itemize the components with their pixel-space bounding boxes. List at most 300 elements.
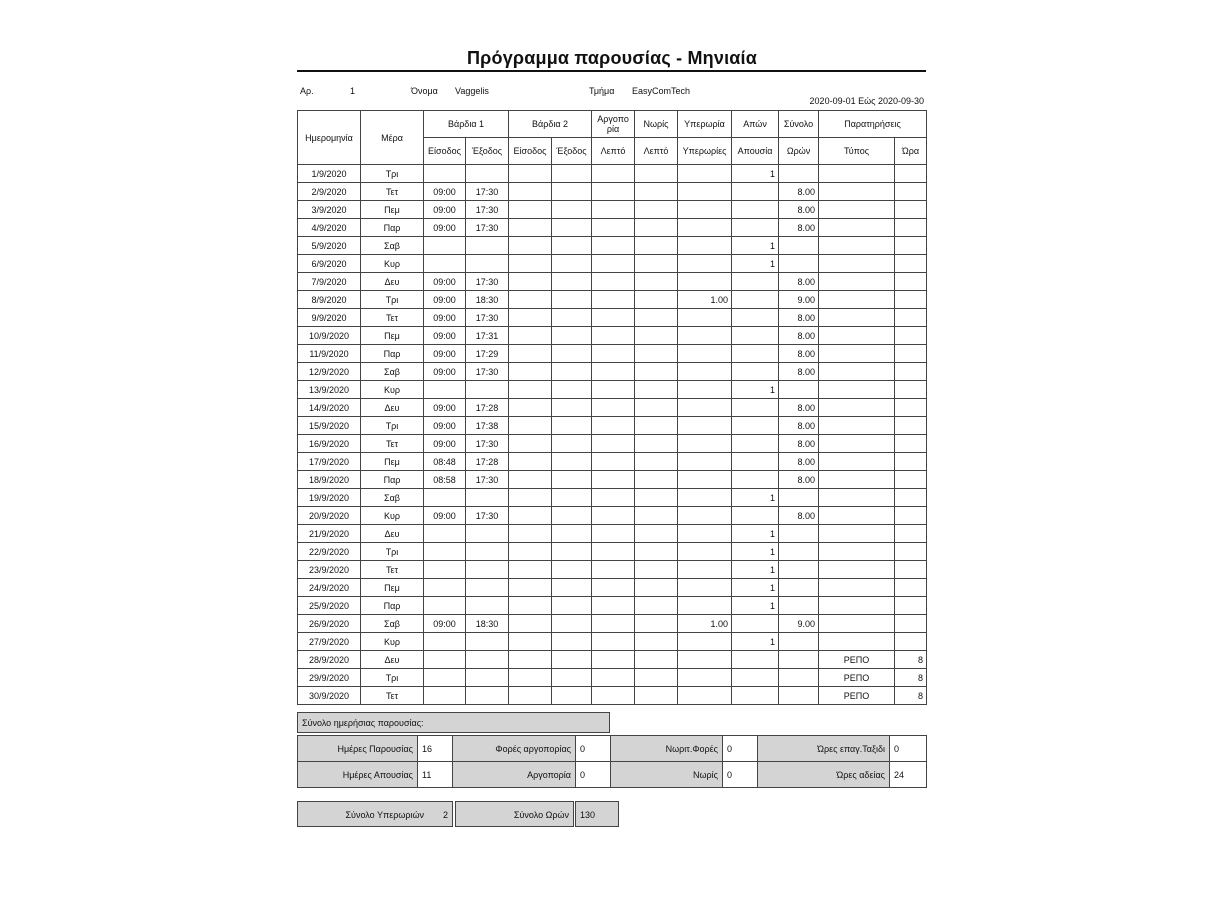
- cell-day: Κυρ: [361, 381, 424, 399]
- cell-out2: [552, 183, 592, 201]
- cell-out2: [552, 327, 592, 345]
- cell-date: 15/9/2020: [298, 417, 361, 435]
- cell-late: [592, 327, 635, 345]
- table-row: [298, 219, 927, 237]
- leave-hours-value: 24: [890, 762, 927, 788]
- cell-total: 8.00: [779, 417, 819, 435]
- cell-in1: [424, 651, 466, 669]
- cell-date: 6/9/2020: [298, 255, 361, 273]
- cell-in1: 09:00: [424, 345, 466, 363]
- cell-early: [635, 615, 678, 633]
- cell-out1: [466, 525, 509, 543]
- cell-late: [592, 309, 635, 327]
- cell-out1: 17:30: [466, 183, 509, 201]
- cell-type: [819, 561, 895, 579]
- cell-total: 8.00: [779, 435, 819, 453]
- cell-day: Σαβ: [361, 615, 424, 633]
- col-total: Σύνολο: [779, 111, 819, 138]
- total-overtime-value: 2: [442, 810, 448, 820]
- col-absence: Απών: [732, 111, 779, 138]
- cell-out1: [466, 381, 509, 399]
- cell-out1: [466, 489, 509, 507]
- cell-ot: [678, 237, 732, 255]
- cell-out2: [552, 507, 592, 525]
- cell-late: [592, 201, 635, 219]
- cell-type: [819, 273, 895, 291]
- cell-in2: [509, 669, 552, 687]
- absence-days-value: 11: [418, 762, 453, 788]
- cell-out1: [466, 255, 509, 273]
- cell-in2: [509, 507, 552, 525]
- cell-out1: 17:29: [466, 345, 509, 363]
- cell-hour: [895, 489, 927, 507]
- cell-type: [819, 597, 895, 615]
- cell-total: [779, 633, 819, 651]
- cell-abs: [732, 291, 779, 309]
- cell-day: Παρ: [361, 597, 424, 615]
- cell-in2: [509, 633, 552, 651]
- cell-in2: [509, 651, 552, 669]
- cell-type: [819, 255, 895, 273]
- cell-hour: [895, 309, 927, 327]
- table-row: [298, 669, 927, 687]
- cell-date: 12/9/2020: [298, 363, 361, 381]
- cell-early: [635, 687, 678, 705]
- name-label: Όνομα: [411, 86, 438, 96]
- cell-out2: [552, 669, 592, 687]
- cell-out2: [552, 579, 592, 597]
- table-row: [298, 507, 927, 525]
- cell-day: Δευ: [361, 525, 424, 543]
- cell-in1: [424, 597, 466, 615]
- table-row: [298, 327, 927, 345]
- cell-late: [592, 219, 635, 237]
- cell-in1: 09:00: [424, 309, 466, 327]
- cell-in1: 09:00: [424, 507, 466, 525]
- cell-in2: [509, 435, 552, 453]
- cell-ot: [678, 669, 732, 687]
- cell-date: 13/9/2020: [298, 381, 361, 399]
- cell-out1: 18:30: [466, 615, 509, 633]
- cell-day: Τετ: [361, 687, 424, 705]
- cell-in2: [509, 309, 552, 327]
- cell-day: Τρι: [361, 291, 424, 309]
- summary-heading: Σύνολο ημερήσιας παρουσίας:: [297, 712, 610, 733]
- cell-ot: [678, 561, 732, 579]
- table-row: [298, 273, 927, 291]
- cell-out2: [552, 687, 592, 705]
- early-value: 0: [723, 762, 758, 788]
- cell-date: 24/9/2020: [298, 579, 361, 597]
- cell-late: [592, 633, 635, 651]
- cell-day: Κυρ: [361, 633, 424, 651]
- cell-date: 22/9/2020: [298, 543, 361, 561]
- cell-day: Παρ: [361, 471, 424, 489]
- cell-ot: [678, 345, 732, 363]
- cell-in1: [424, 489, 466, 507]
- total-hours-label: Σύνολο Ωρών: [513, 810, 569, 820]
- cell-early: [635, 381, 678, 399]
- presence-days-value: 16: [418, 736, 453, 762]
- col-shift2: Βάρδια 2: [509, 111, 592, 138]
- cell-date: 1/9/2020: [298, 165, 361, 183]
- cell-late: [592, 597, 635, 615]
- col-hours: Ωρών: [779, 138, 819, 165]
- cell-early: [635, 237, 678, 255]
- cell-hour: [895, 219, 927, 237]
- col-type: Τύπος: [819, 138, 895, 165]
- cell-out1: 17:30: [466, 273, 509, 291]
- cell-in2: [509, 165, 552, 183]
- cell-ot: [678, 183, 732, 201]
- cell-total: [779, 525, 819, 543]
- cell-early: [635, 471, 678, 489]
- cell-date: 5/9/2020: [298, 237, 361, 255]
- cell-ot: [678, 309, 732, 327]
- cell-day: Τρι: [361, 669, 424, 687]
- cell-in2: [509, 543, 552, 561]
- cell-out1: 17:30: [466, 219, 509, 237]
- cell-early: [635, 273, 678, 291]
- table-row: [298, 255, 927, 273]
- cell-hour: [895, 615, 927, 633]
- cell-total: [779, 237, 819, 255]
- cell-hour: 8: [895, 651, 927, 669]
- total-overtime-box: [297, 801, 453, 827]
- cell-late: [592, 345, 635, 363]
- cell-in2: [509, 255, 552, 273]
- cell-type: [819, 165, 895, 183]
- cell-early: [635, 597, 678, 615]
- early-label: Νωρίς: [611, 762, 723, 788]
- attendance-table: [297, 110, 927, 705]
- cell-out1: [466, 687, 509, 705]
- cell-total: [779, 489, 819, 507]
- late-count-value: 0: [576, 736, 611, 762]
- cell-in2: [509, 399, 552, 417]
- cell-day: Τρι: [361, 543, 424, 561]
- cell-early: [635, 327, 678, 345]
- cell-early: [635, 561, 678, 579]
- cell-ot: [678, 417, 732, 435]
- ar-label: Αρ.: [300, 86, 314, 96]
- cell-abs: [732, 183, 779, 201]
- cell-out2: [552, 543, 592, 561]
- cell-in1: 08:48: [424, 453, 466, 471]
- cell-out2: [552, 651, 592, 669]
- cell-total: 8.00: [779, 363, 819, 381]
- table-row: [298, 183, 927, 201]
- cell-out1: 17:30: [466, 507, 509, 525]
- cell-abs: [732, 273, 779, 291]
- cell-date: 19/9/2020: [298, 489, 361, 507]
- table-row: [298, 435, 927, 453]
- cell-ot: [678, 453, 732, 471]
- date-range: 2020-09-01 Εώς 2020-09-30: [809, 96, 924, 106]
- col-day: Μέρα: [361, 111, 424, 165]
- cell-out2: [552, 237, 592, 255]
- cell-type: [819, 381, 895, 399]
- cell-in2: [509, 219, 552, 237]
- cell-in1: 09:00: [424, 291, 466, 309]
- cell-out2: [552, 165, 592, 183]
- cell-day: Τετ: [361, 309, 424, 327]
- cell-type: [819, 633, 895, 651]
- travel-hours-label: Ώρες επαγ.Ταξιδι: [758, 736, 890, 762]
- cell-ot: [678, 399, 732, 417]
- cell-date: 2/9/2020: [298, 183, 361, 201]
- cell-ot: [678, 273, 732, 291]
- cell-out1: 17:30: [466, 435, 509, 453]
- cell-total: 9.00: [779, 615, 819, 633]
- cell-out2: [552, 273, 592, 291]
- table-row: [298, 525, 927, 543]
- cell-out1: 17:30: [466, 363, 509, 381]
- cell-late: [592, 489, 635, 507]
- cell-day: Κυρ: [361, 255, 424, 273]
- cell-type: ΡΕΠΟ: [819, 651, 895, 669]
- cell-abs: [732, 345, 779, 363]
- cell-abs: [732, 507, 779, 525]
- cell-day: Δευ: [361, 651, 424, 669]
- cell-ot: [678, 579, 732, 597]
- absence-days-label: Ημέρες Απουσίας: [298, 762, 418, 788]
- cell-late: [592, 165, 635, 183]
- cell-late: [592, 561, 635, 579]
- cell-in2: [509, 579, 552, 597]
- table-row: [298, 651, 927, 669]
- cell-date: 11/9/2020: [298, 345, 361, 363]
- cell-early: [635, 507, 678, 525]
- table-row: [298, 309, 927, 327]
- cell-abs: 1: [732, 237, 779, 255]
- cell-in1: [424, 669, 466, 687]
- ar-value: 1: [350, 86, 356, 96]
- cell-ot: [678, 381, 732, 399]
- cell-abs: 1: [732, 381, 779, 399]
- cell-hour: [895, 291, 927, 309]
- table-row: [298, 381, 927, 399]
- cell-late: [592, 363, 635, 381]
- cell-in2: [509, 183, 552, 201]
- page-title: Πρόγραμμα παρουσίας - Μηνιαία: [466, 48, 758, 68]
- cell-ot: [678, 489, 732, 507]
- cell-day: Σαβ: [361, 489, 424, 507]
- cell-day: Τρι: [361, 165, 424, 183]
- cell-late: [592, 525, 635, 543]
- cell-abs: [732, 417, 779, 435]
- cell-out1: [466, 579, 509, 597]
- cell-early: [635, 183, 678, 201]
- cell-ot: [678, 651, 732, 669]
- cell-abs: [732, 435, 779, 453]
- cell-out2: [552, 597, 592, 615]
- cell-ot: [678, 525, 732, 543]
- dept-value: EasyComTech: [632, 86, 691, 96]
- late-count-label: Φορές αργοπορίας: [453, 736, 576, 762]
- cell-out1: [466, 669, 509, 687]
- cell-late: [592, 183, 635, 201]
- cell-in2: [509, 237, 552, 255]
- cell-abs: [732, 471, 779, 489]
- cell-in1: [424, 561, 466, 579]
- cell-late: [592, 453, 635, 471]
- cell-type: [819, 507, 895, 525]
- cell-type: ΡΕΠΟ: [819, 669, 895, 687]
- cell-hour: [895, 345, 927, 363]
- cell-date: 23/9/2020: [298, 561, 361, 579]
- cell-in2: [509, 327, 552, 345]
- cell-in2: [509, 687, 552, 705]
- cell-out2: [552, 201, 592, 219]
- cell-in2: [509, 489, 552, 507]
- total-hours-value: 130: [575, 801, 619, 827]
- cell-hour: [895, 381, 927, 399]
- leave-hours-label: Ώρες αδείας: [758, 762, 890, 788]
- cell-day: Τετ: [361, 561, 424, 579]
- cell-out1: 18:30: [466, 291, 509, 309]
- cell-type: [819, 435, 895, 453]
- total-hours-box: [455, 801, 574, 827]
- cell-hour: [895, 525, 927, 543]
- cell-ot: [678, 363, 732, 381]
- cell-hour: [895, 597, 927, 615]
- cell-early: [635, 255, 678, 273]
- cell-abs: [732, 687, 779, 705]
- table-row: [298, 471, 927, 489]
- cell-late: [592, 291, 635, 309]
- cell-hour: [895, 633, 927, 651]
- cell-type: [819, 237, 895, 255]
- cell-hour: [895, 183, 927, 201]
- cell-total: [779, 255, 819, 273]
- cell-out1: 17:28: [466, 399, 509, 417]
- cell-total: 8.00: [779, 201, 819, 219]
- cell-date: 25/9/2020: [298, 597, 361, 615]
- cell-date: 29/9/2020: [298, 669, 361, 687]
- col-entry-1: Είσοδος: [424, 138, 466, 165]
- cell-hour: [895, 561, 927, 579]
- cell-date: 18/9/2020: [298, 471, 361, 489]
- cell-type: [819, 363, 895, 381]
- cell-late: [592, 273, 635, 291]
- cell-ot: [678, 597, 732, 615]
- cell-date: 4/9/2020: [298, 219, 361, 237]
- cell-out2: [552, 363, 592, 381]
- cell-date: 10/9/2020: [298, 327, 361, 345]
- cell-early: [635, 363, 678, 381]
- cell-date: 28/9/2020: [298, 651, 361, 669]
- cell-in2: [509, 471, 552, 489]
- travel-hours-value: 0: [890, 736, 927, 762]
- cell-hour: 8: [895, 687, 927, 705]
- cell-late: [592, 507, 635, 525]
- table-row: [298, 201, 927, 219]
- cell-in1: 09:00: [424, 399, 466, 417]
- col-hour: Ώρα: [895, 138, 927, 165]
- table-row: [298, 237, 927, 255]
- cell-day: Σαβ: [361, 363, 424, 381]
- cell-abs: [732, 363, 779, 381]
- cell-total: 8.00: [779, 273, 819, 291]
- cell-hour: [895, 165, 927, 183]
- cell-in1: [424, 543, 466, 561]
- cell-ot: [678, 471, 732, 489]
- early-count-value: 0: [723, 736, 758, 762]
- cell-in1: 09:00: [424, 219, 466, 237]
- cell-in2: [509, 291, 552, 309]
- cell-in1: [424, 165, 466, 183]
- cell-out2: [552, 381, 592, 399]
- cell-date: 16/9/2020: [298, 435, 361, 453]
- title-divider: [297, 70, 926, 72]
- cell-abs: [732, 201, 779, 219]
- table-row: [298, 633, 927, 651]
- cell-day: Δευ: [361, 399, 424, 417]
- cell-type: [819, 291, 895, 309]
- cell-day: Πεμ: [361, 579, 424, 597]
- cell-ot: [678, 201, 732, 219]
- cell-out1: 17:30: [466, 309, 509, 327]
- cell-in1: 09:00: [424, 327, 466, 345]
- cell-date: 8/9/2020: [298, 291, 361, 309]
- cell-abs: 1: [732, 579, 779, 597]
- cell-total: [779, 651, 819, 669]
- cell-out1: [466, 561, 509, 579]
- cell-type: [819, 543, 895, 561]
- cell-early: [635, 651, 678, 669]
- cell-day: Πεμ: [361, 453, 424, 471]
- cell-total: [779, 561, 819, 579]
- cell-in1: 09:00: [424, 183, 466, 201]
- cell-ot: [678, 543, 732, 561]
- cell-late: [592, 579, 635, 597]
- cell-total: [779, 579, 819, 597]
- cell-abs: [732, 615, 779, 633]
- cell-late: [592, 615, 635, 633]
- cell-ot: [678, 435, 732, 453]
- cell-in1: 09:00: [424, 201, 466, 219]
- cell-late: [592, 237, 635, 255]
- cell-date: 14/9/2020: [298, 399, 361, 417]
- cell-early: [635, 219, 678, 237]
- cell-ot: 1.00: [678, 615, 732, 633]
- table-row: [298, 417, 927, 435]
- cell-in1: [424, 687, 466, 705]
- cell-early: [635, 579, 678, 597]
- cell-day: Τετ: [361, 435, 424, 453]
- cell-abs: 1: [732, 489, 779, 507]
- cell-in2: [509, 381, 552, 399]
- cell-hour: [895, 453, 927, 471]
- cell-type: [819, 201, 895, 219]
- cell-date: 9/9/2020: [298, 309, 361, 327]
- dept-label: Τμήμα: [589, 86, 615, 96]
- cell-early: [635, 399, 678, 417]
- cell-early: [635, 435, 678, 453]
- cell-out2: [552, 453, 592, 471]
- cell-out2: [552, 399, 592, 417]
- cell-hour: [895, 273, 927, 291]
- cell-hour: [895, 417, 927, 435]
- table-row: [298, 399, 927, 417]
- cell-ot: [678, 219, 732, 237]
- cell-type: [819, 327, 895, 345]
- cell-in1: [424, 381, 466, 399]
- col-exit-1: Έξοδος: [466, 138, 509, 165]
- cell-hour: [895, 543, 927, 561]
- cell-late: [592, 255, 635, 273]
